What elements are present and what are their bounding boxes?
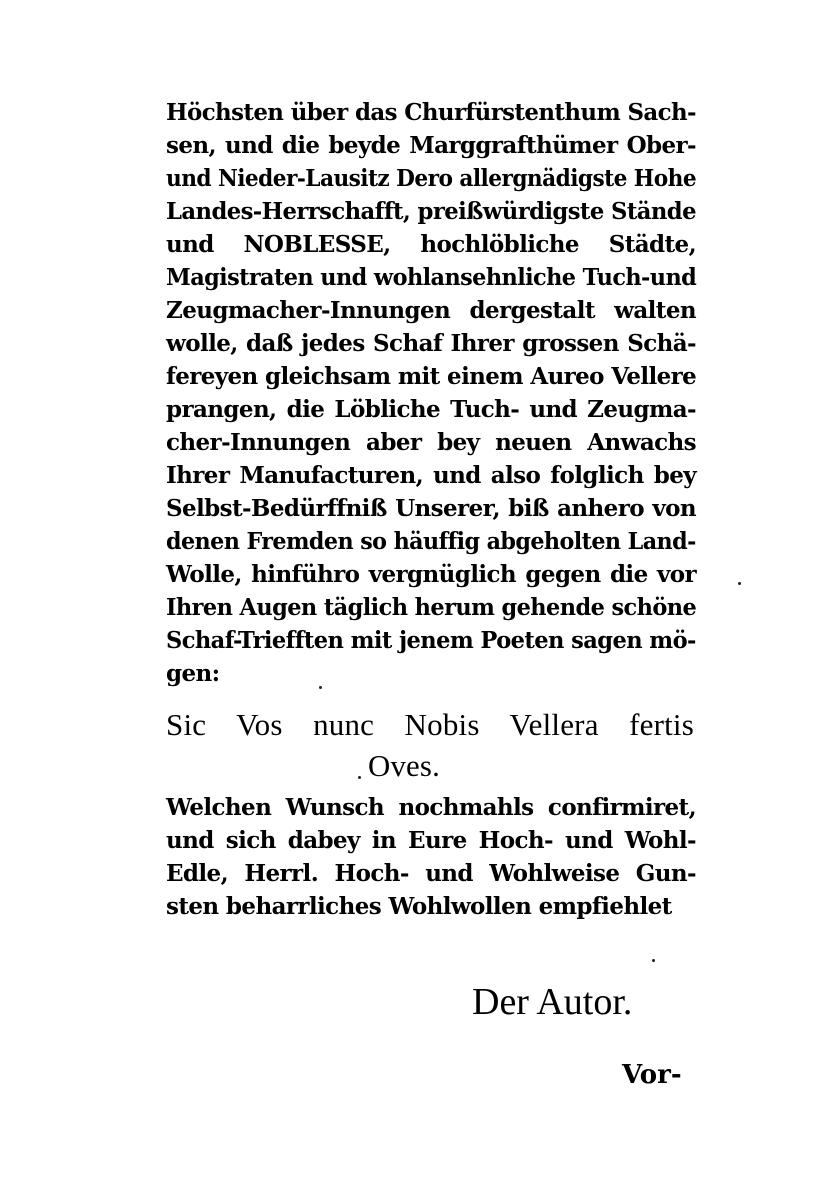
- text-line: Welchen Wunsch nochmahls confirmiret,: [166, 794, 696, 821]
- text-line: fereyen gleichsam mit einem Aureo Vellere: [166, 363, 697, 390]
- text-line: Landes-Herrschafft, preißwürdigste Stände: [166, 198, 696, 225]
- text-line: Selbst-Bedürffniß Unserer, biß anhero von: [166, 495, 696, 522]
- latin-quote-line: Oves.: [368, 748, 441, 783]
- text-line: Höchsten über das Churfürstenthum Sach-: [166, 99, 696, 126]
- text-line: Schaf-Triefften mit jenem Poeten sagen mö-: [166, 627, 696, 654]
- text-line: Zeugmacher-Innungen dergestalt walten: [166, 297, 696, 324]
- text-line: Ihrer Manufacturen, und also folglich bey: [166, 462, 696, 489]
- text-line: Edle, Herrl. Hoch- und Wohlweise Gun-: [166, 860, 696, 887]
- text-line: sten beharrliches Wohlwollen empfiehlet: [166, 893, 672, 920]
- print-speck: [652, 959, 655, 962]
- author-signature: Der Autor.: [472, 981, 633, 1023]
- text-line: wolle, daß jedes Schaf Ihrer grossen Schä-: [166, 330, 696, 357]
- text-line: und Nieder-Lausitz Dero allergnädigste Hohe: [166, 165, 697, 192]
- text-line: und NOBLESSE, hochlöbliche Städte,: [166, 231, 696, 258]
- text-line: denen Fremden so häuffig abgeholten Land-: [166, 528, 696, 555]
- body-paragraph: [166, 96, 696, 690]
- text-line: cher-Innungen aber bey neuen Anwachs: [166, 429, 696, 456]
- closing-paragraph: [166, 791, 696, 923]
- print-speck: [738, 582, 741, 585]
- text-line: sen, und die beyde Marggrafthümer Ober-: [166, 132, 696, 159]
- text-line: gen:: [166, 660, 220, 687]
- text-line: und sich dabey in Eure Hoch- und Wohl-: [166, 827, 696, 854]
- text-line: prangen, die Löbliche Tuch- und Zeugma-: [166, 396, 696, 423]
- text-line: Magistraten und wohlansehnliche Tuch-und: [166, 264, 697, 291]
- catchword: Vor-: [622, 1060, 682, 1090]
- print-speck: [358, 776, 361, 779]
- latin-quote-line: Sic Vos nunc Nobis Vellera fertis: [166, 707, 694, 742]
- print-speck: [319, 686, 322, 689]
- text-line: Wolle, hinführo vergnüglich gegen die vor: [166, 561, 696, 588]
- text-line: Ihren Augen täglich herum gehende schöne: [166, 594, 697, 621]
